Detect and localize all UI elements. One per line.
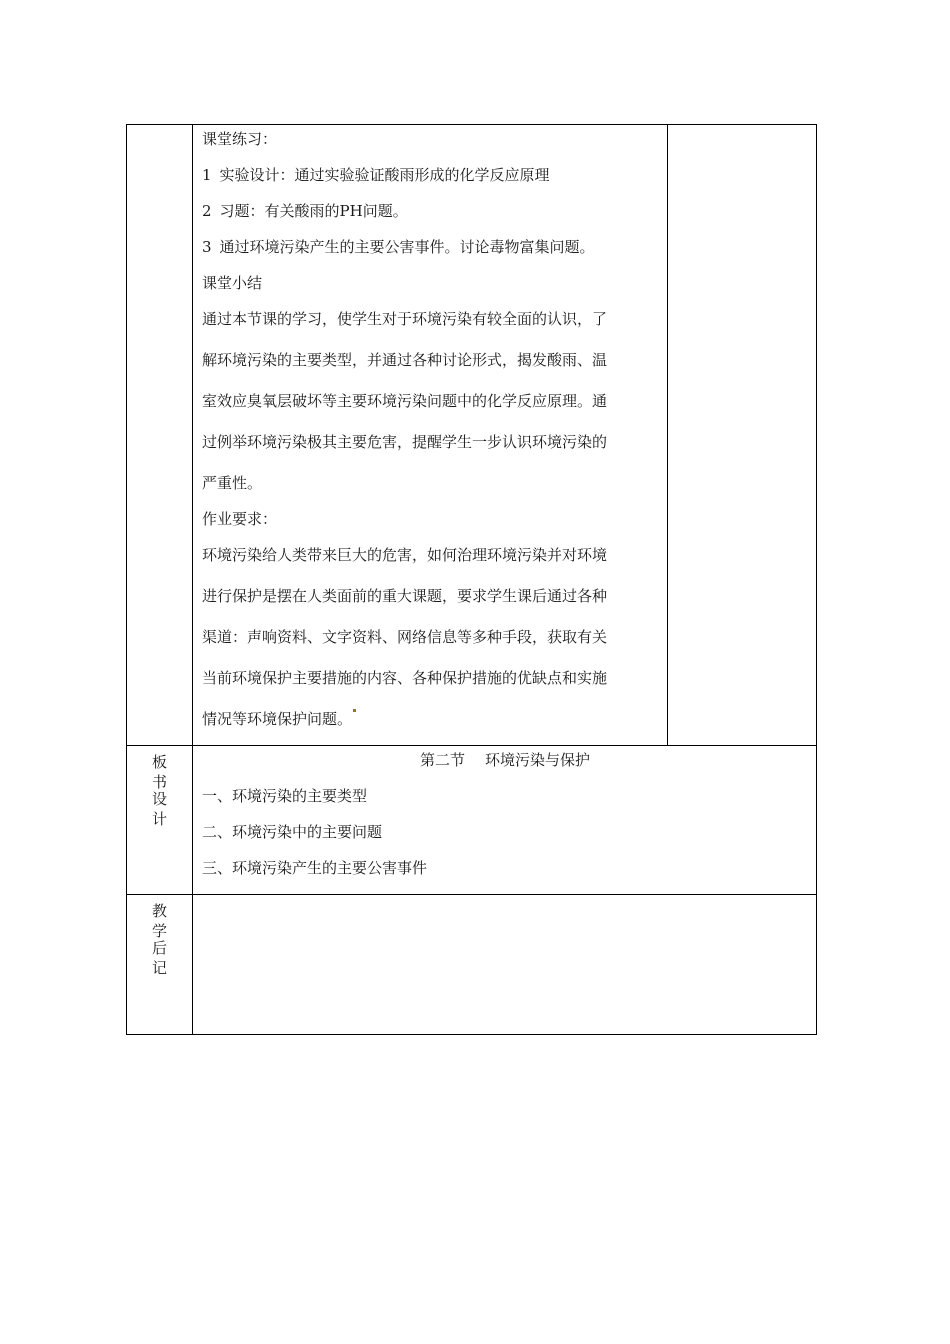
homework-line: 当前环境保护主要措施的内容、各种保护措施的优缺点和实施 bbox=[202, 669, 608, 687]
practice-item-number: 2 bbox=[202, 202, 212, 220]
practice-item bbox=[202, 201, 659, 237]
practice-item-text: 实验设计：通过实验验证酸雨形成的化学反应原理 bbox=[219, 166, 550, 184]
board-title bbox=[202, 750, 808, 786]
board-outline-item: 一、环境污染的主要类型 bbox=[202, 787, 368, 805]
summary-line: 过例举环境污染极其主要危害，提醒学生一步认识环境污染的 bbox=[202, 433, 608, 451]
board-design-label-bottom: 设计 bbox=[151, 790, 179, 828]
practice-item-number: 1 bbox=[202, 166, 212, 184]
homework-line: 渠道：声响资料、文字资料、网络信息等多种手段，获取有关 bbox=[202, 628, 608, 646]
practice-heading: 课堂练习： bbox=[202, 130, 278, 148]
board-design-label-cell bbox=[127, 746, 193, 895]
board-design-content-cell bbox=[193, 746, 817, 895]
homework-line: 进行保护是摆在人类面前的重大课题，要求学生课后通过各种 bbox=[202, 587, 608, 605]
board-design-label-top: 板书 bbox=[151, 753, 179, 791]
teaching-reflection-label-cell bbox=[127, 895, 193, 1035]
board-design-row bbox=[127, 746, 817, 895]
procedure-label-cell bbox=[127, 125, 193, 746]
practice-item bbox=[202, 237, 659, 273]
summary-line: 解环境污染的主要类型，并通过各种讨论形式，揭发酸雨、温 bbox=[202, 351, 608, 369]
homework-line: 情况等环境保护问题。 bbox=[202, 710, 353, 728]
board-title-section: 第二节 bbox=[419, 751, 465, 769]
teaching-reflection-label-bottom: 后记 bbox=[151, 939, 179, 977]
board-outline-item: 三、环境污染产生的主要公害事件 bbox=[202, 859, 428, 877]
practice-item bbox=[202, 165, 659, 201]
board-title-topic: 环境污染与保护 bbox=[485, 751, 591, 769]
ink-mark bbox=[353, 709, 356, 712]
board-outline-item: 二、环境污染中的主要问题 bbox=[202, 823, 383, 841]
summary-line: 室效应臭氧层破坏等主要环境污染问题中的化学反应原理。通 bbox=[202, 392, 608, 410]
procedure-content-cell bbox=[193, 125, 668, 746]
practice-item-text: 习题：有关酸雨的PH问题。 bbox=[219, 202, 408, 220]
lesson-plan-table bbox=[126, 124, 817, 1035]
teaching-reflection-content-cell bbox=[193, 895, 817, 1035]
homework-line: 环境污染给人类带来巨大的危害，如何治理环境污染并对环境 bbox=[202, 546, 608, 564]
teaching-reflection-label-top: 教学 bbox=[151, 902, 179, 940]
summary-line: 通过本节课的学习，使学生对于环境污染有较全面的认识，了 bbox=[202, 310, 608, 328]
summary-heading: 课堂小结 bbox=[202, 274, 263, 292]
summary-line: 严重性。 bbox=[202, 474, 263, 492]
notes-cell bbox=[668, 125, 817, 746]
homework-line-last bbox=[202, 709, 659, 745]
lesson-plan-page bbox=[126, 124, 816, 1035]
procedure-row bbox=[127, 125, 817, 746]
practice-item-text: 通过环境污染产生的主要公害事件。讨论毒物富集问题。 bbox=[219, 238, 595, 256]
practice-item-number: 3 bbox=[202, 238, 212, 256]
homework-heading: 作业要求： bbox=[202, 510, 278, 528]
teaching-reflection-row bbox=[127, 895, 817, 1035]
